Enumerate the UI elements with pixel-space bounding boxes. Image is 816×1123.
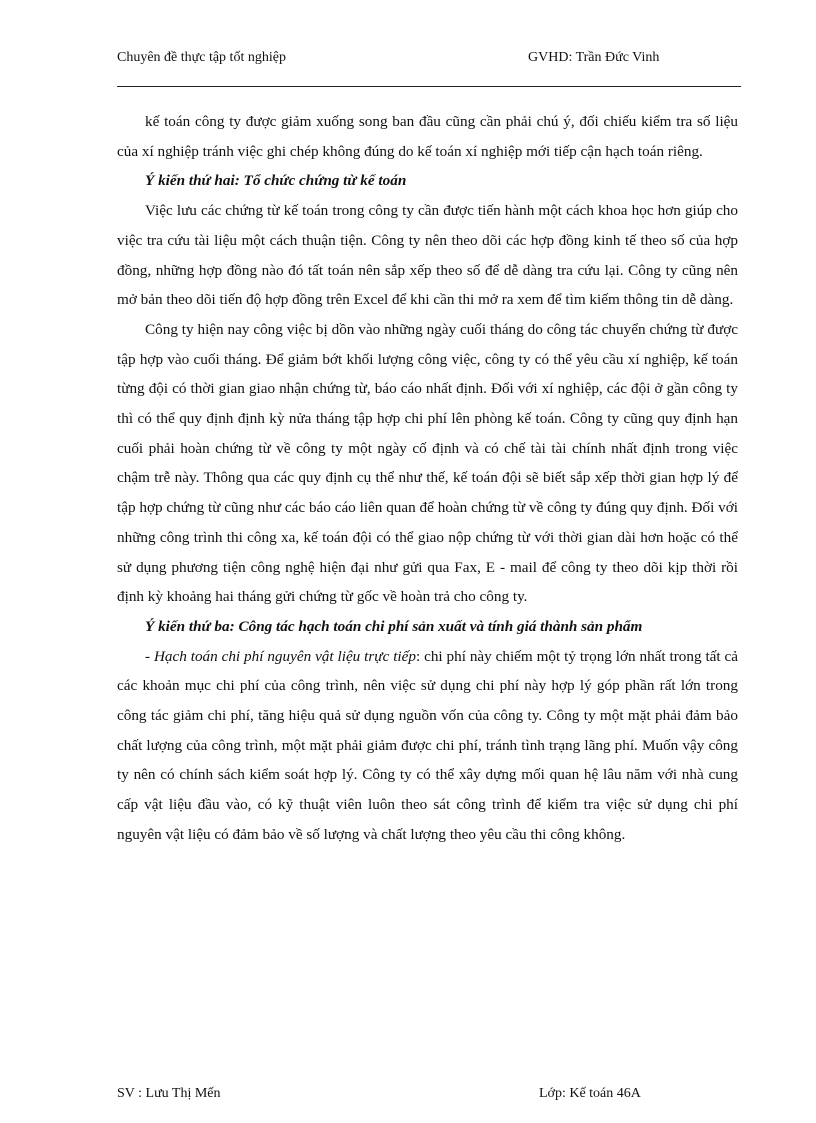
header-divider — [117, 86, 741, 87]
header-supervisor: GVHD: Trần Đức Vinh — [528, 50, 660, 65]
material-cost-lead: - Hạch toán chi phí nguyên vật liệu trực tiếp — [145, 647, 416, 665]
page-header — [117, 50, 741, 70]
header-thesis-title: Chuyên đề thực tập tốt nghiệp — [117, 50, 286, 65]
material-cost-text: : chi phí này chiếm một tỷ trọng lớn nhất trong tất cả các khoản mục chi phí của công trình, nên việc sử dụng chi phí này hợp lý góp phần rất lớn trong công tác giảm chi phí, tăng hiệu quả sử dụng nguồn vốn của công ty. Công ty một mặt phải đảm bảo chất lượng của công trình, một mặt phải giảm được chi phí, tránh tình trạng lãng phí. Muốn vậy công ty nên có chính sách kiểm soát hợp lý. Công ty có thể xây dựng mối quan hệ lâu năm với nhà cung cấp vật liệu đầu vào, có kỹ thuật viên luôn theo sát công trình để kiểm tra việc sử dụng chi phí nguyên vật liệu có đảm bảo về số lượng và chất lượng theo yêu cầu thi công không. — [117, 647, 739, 843]
footer-student: SV : Lưu Thị Mến — [117, 1086, 221, 1101]
paragraph-document-storage: Việc lưu các chứng từ kế toán trong công ty cần được tiến hành một cách khoa học hơn giúp cho việc tra cứu tài liệu một cách thuận tiện. Công ty nên theo dõi các hợp đồng kinh tế theo số của hợp đồng, những hợp đồng nào đó tất toán nên sắp xếp theo số để dễ dàng tra cứu lại. Công ty cũng nên mở bản theo dõi tiến độ hợp đồng trên Excel để khi cần thi mở ra xem để tìm kiếm thông tin dễ dàng. — [117, 202, 738, 309]
section-heading-second-opinion: Ý kiến thứ hai: Tổ chức chứng từ kế toán — [145, 172, 407, 190]
paragraph-material-cost — [117, 642, 738, 850]
document-body — [117, 107, 738, 850]
section-heading-third-opinion: Ý kiến thứ ba: Công tác hạch toán chi phí sản xuất và tính giá thành sản phẩm — [145, 617, 643, 635]
paragraph-document-collection: Công ty hiện nay công việc bị dồn vào những ngày cuối tháng do công tác chuyển chứng từ được tập hợp vào cuối tháng. Để giảm bớt khối lượng công việc, công ty có thể yêu cầu xí nghiệp, kế toán từng đội có thời gian giao nhận chứng từ, báo cáo nhất định. Đối với xí nghiệp, các đội ở gần công ty thì có thể quy định định kỳ nửa tháng tập hợp chi phí lên phòng kế toán. Công ty cũng quy định hạn cuối phải hoàn chứng từ về công ty một ngày cố định và có chế tài tài chính nhất định trong việc chậm trễ này. Thông qua các quy định cụ thể như thế, kế toán đội sẽ biết sắp xếp thời gian hợp lý để tập hợp chứng từ cũng như các báo cáo liên quan để hoàn chứng từ về công ty đúng quy định. Đối với những công trình thi công xa, kế toán đội có thể giao nộp chứng từ với thời gian dài hơn hoặc có thể sử dụng phương tiện công nghệ hiện đại như gửi qua Fax, E - mail để công ty theo dõi kịp thời rồi định kỳ khoảng hai tháng gửi chứng từ gốc về hoàn trả cho công ty. — [117, 320, 738, 606]
footer-class: Lớp: Kế toán 46A — [539, 1086, 641, 1101]
paragraph-continuation: kế toán công ty được giảm xuống song ban đầu cũng cần phải chú ý, đối chiếu kiểm tra số liệu của xí nghiệp tránh việc ghi chép không đúng do kế toán xí nghiệp mới tiếp cận hạch toán riêng. — [117, 113, 738, 160]
